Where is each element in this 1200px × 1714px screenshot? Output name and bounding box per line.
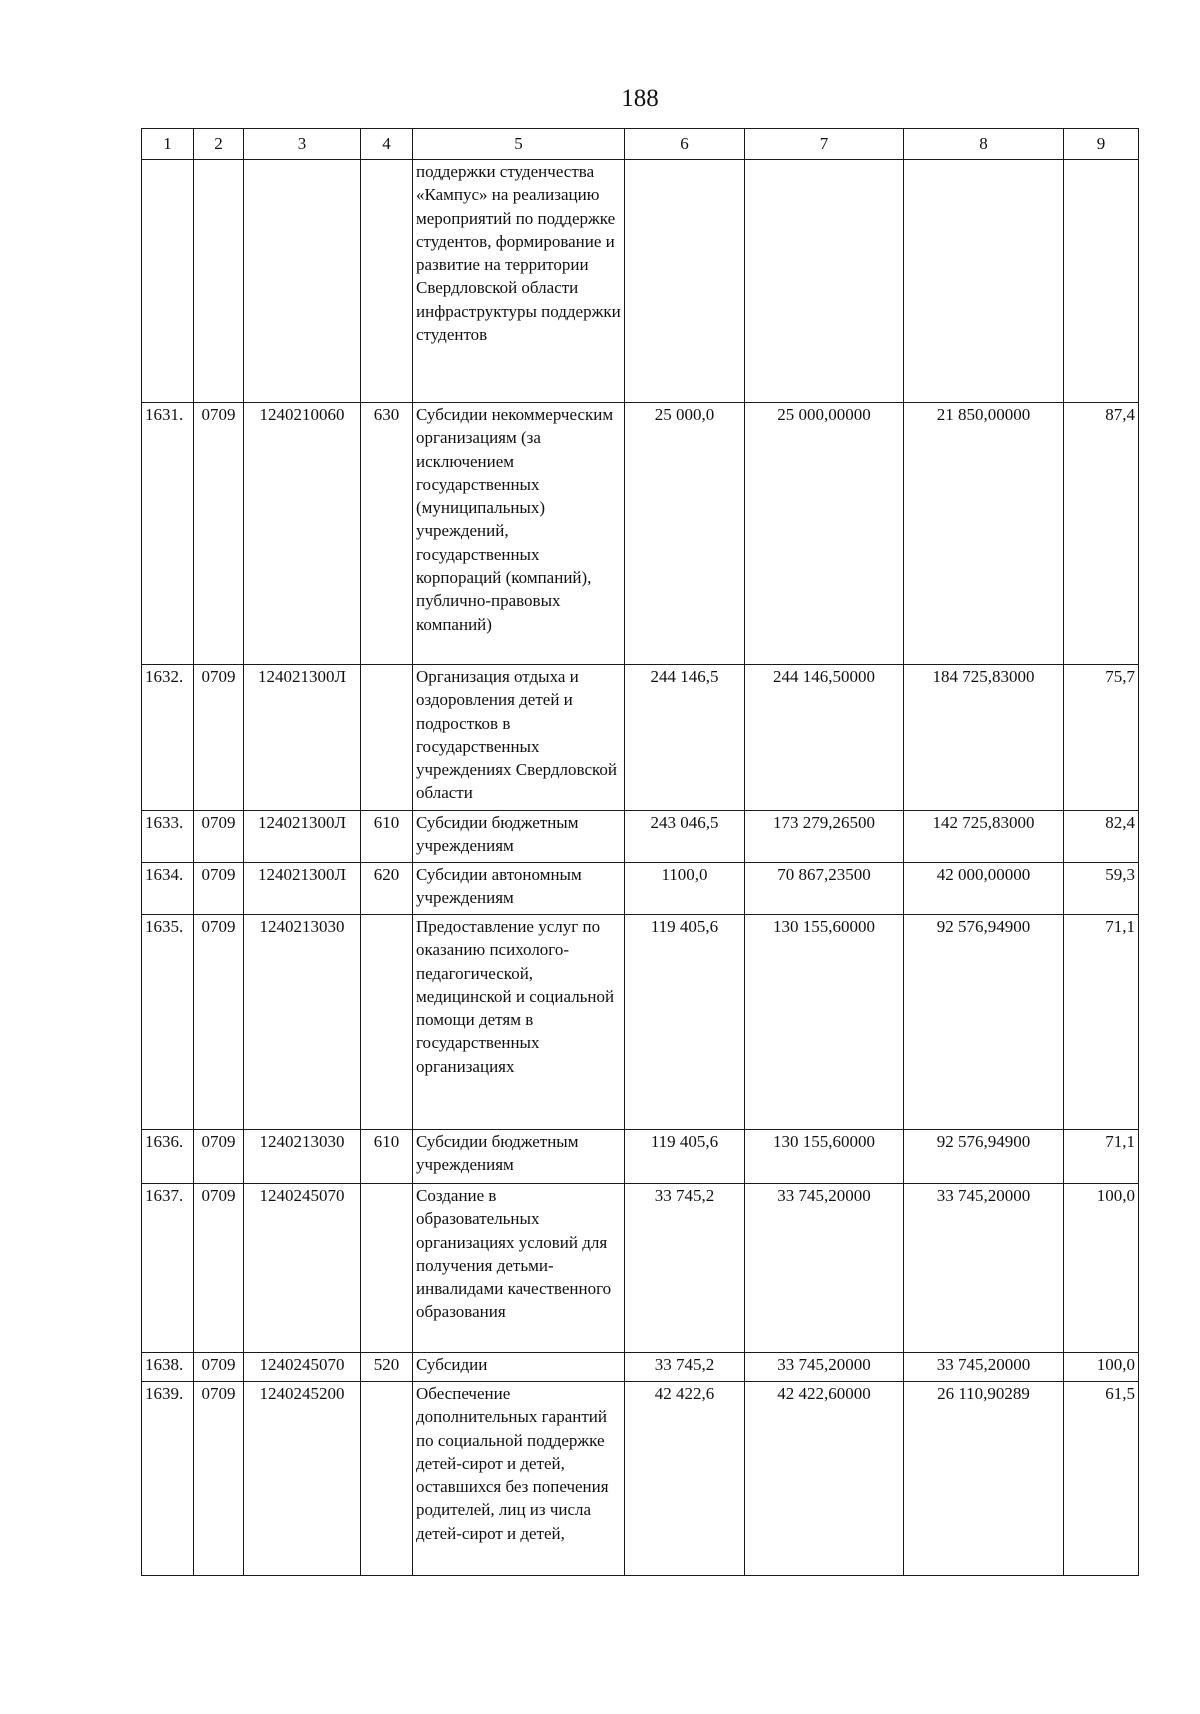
executed-amount: 33 745,20000	[904, 1184, 1064, 1353]
refined-amount: 25 000,00000	[745, 403, 904, 665]
expense-type-code: 610	[361, 1130, 413, 1184]
table-row	[142, 665, 1139, 811]
executed-amount: 21 850,00000	[904, 403, 1064, 665]
executed-amount: 184 725,83000	[904, 665, 1064, 811]
header-cell-8: 8	[904, 129, 1064, 160]
refined-amount: 130 155,60000	[745, 1130, 904, 1184]
row-number: 1639.	[142, 1382, 194, 1576]
section-code: 0709	[194, 403, 244, 665]
item-name: Субсидии бюджетным учреждениям	[413, 811, 625, 863]
budget-table	[141, 128, 1139, 1576]
target-article-code: 124021300Л	[244, 811, 361, 863]
page-number: 188	[621, 85, 659, 112]
refined-amount	[745, 160, 904, 403]
section-code: 0709	[194, 863, 244, 915]
section-code: 0709	[194, 811, 244, 863]
execution-percent: 61,5	[1064, 1382, 1139, 1576]
target-article-code: 1240213030	[244, 915, 361, 1130]
row-number: 1633.	[142, 811, 194, 863]
refined-amount: 33 745,20000	[745, 1353, 904, 1382]
refined-amount: 42 422,60000	[745, 1382, 904, 1576]
execution-percent: 82,4	[1064, 811, 1139, 863]
section-code: 0709	[194, 665, 244, 811]
table-row	[142, 1382, 1139, 1576]
target-article-code: 124021300Л	[244, 863, 361, 915]
item-name: Создание в образовательных организациях условий для получения детьми-инвалидами качественного образования	[413, 1184, 625, 1353]
item-name: Субсидии	[413, 1353, 625, 1382]
row-number: 1638.	[142, 1353, 194, 1382]
item-name: Обеспечение дополнительных гарантий по социальной поддержке детей-сирот и детей, оставшихся без попечения родителей, лиц из числа детей-сирот и детей,	[413, 1382, 625, 1576]
execution-percent: 87,4	[1064, 403, 1139, 665]
expense-type-code: 610	[361, 811, 413, 863]
execution-percent: 75,7	[1064, 665, 1139, 811]
header-cell-4: 4	[361, 129, 413, 160]
execution-percent: 59,3	[1064, 863, 1139, 915]
section-code	[194, 160, 244, 403]
row-number: 1634.	[142, 863, 194, 915]
execution-percent: 100,0	[1064, 1184, 1139, 1353]
approved-amount: 42 422,6	[625, 1382, 745, 1576]
table-row	[142, 915, 1139, 1130]
refined-amount: 33 745,20000	[745, 1184, 904, 1353]
executed-amount: 92 576,94900	[904, 915, 1064, 1130]
approved-amount: 244 146,5	[625, 665, 745, 811]
header-cell-6: 6	[625, 129, 745, 160]
target-article-code: 124021300Л	[244, 665, 361, 811]
item-name: Субсидии некоммерческим организациям (за исключением государственных (муниципальных) учреждений, государственных корпораций (компаний), публично-правовых компаний)	[413, 403, 625, 665]
target-article-code: 1240245070	[244, 1184, 361, 1353]
header-cell-5: 5	[413, 129, 625, 160]
row-number: 1635.	[142, 915, 194, 1130]
section-code: 0709	[194, 1184, 244, 1353]
header-cell-3: 3	[244, 129, 361, 160]
row-number: 1632.	[142, 665, 194, 811]
row-number: 1637.	[142, 1184, 194, 1353]
row-number: 1636.	[142, 1130, 194, 1184]
header-cell-7: 7	[745, 129, 904, 160]
target-article-code	[244, 160, 361, 403]
execution-percent	[1064, 160, 1139, 403]
execution-percent: 71,1	[1064, 1130, 1139, 1184]
expense-type-code	[361, 665, 413, 811]
target-article-code: 1240245200	[244, 1382, 361, 1576]
item-name: Субсидии бюджетным учреждениям	[413, 1130, 625, 1184]
approved-amount: 25 000,0	[625, 403, 745, 665]
executed-amount	[904, 160, 1064, 403]
approved-amount	[625, 160, 745, 403]
refined-amount: 130 155,60000	[745, 915, 904, 1130]
approved-amount: 33 745,2	[625, 1353, 745, 1382]
table-row	[142, 1130, 1139, 1184]
item-name: поддержки студенчества «Кампус» на реализацию мероприятий по поддержке студентов, формирование и развитие на территории Свердловской области инфраструктуры поддержки студентов	[413, 160, 625, 403]
executed-amount: 33 745,20000	[904, 1353, 1064, 1382]
expense-type-code: 620	[361, 863, 413, 915]
target-article-code: 1240213030	[244, 1130, 361, 1184]
row-number: 1631.	[142, 403, 194, 665]
expense-type-code	[361, 160, 413, 403]
item-name: Организация отдыха и оздоровления детей и подростков в государственных учреждениях Свердловской области	[413, 665, 625, 811]
executed-amount: 142 725,83000	[904, 811, 1064, 863]
executed-amount: 42 000,00000	[904, 863, 1064, 915]
target-article-code: 1240245070	[244, 1353, 361, 1382]
table-row	[142, 811, 1139, 863]
header-cell-9: 9	[1064, 129, 1139, 160]
table-row	[142, 403, 1139, 665]
expense-type-code	[361, 1184, 413, 1353]
executed-amount: 26 110,90289	[904, 1382, 1064, 1576]
approved-amount: 33 745,2	[625, 1184, 745, 1353]
table-row	[142, 160, 1139, 403]
header-cell-2: 2	[194, 129, 244, 160]
table-row	[142, 1184, 1139, 1353]
section-code: 0709	[194, 1130, 244, 1184]
expense-type-code	[361, 915, 413, 1130]
refined-amount: 70 867,23500	[745, 863, 904, 915]
execution-percent: 100,0	[1064, 1353, 1139, 1382]
header-row	[142, 129, 1139, 160]
approved-amount: 243 046,5	[625, 811, 745, 863]
item-name: Предоставление услуг по оказанию психолого-педагогической, медицинской и социальной помощи детям в государственных организациях	[413, 915, 625, 1130]
executed-amount: 92 576,94900	[904, 1130, 1064, 1184]
expense-type-code: 630	[361, 403, 413, 665]
section-code: 0709	[194, 915, 244, 1130]
section-code: 0709	[194, 1382, 244, 1576]
approved-amount: 119 405,6	[625, 915, 745, 1130]
target-article-code: 1240210060	[244, 403, 361, 665]
execution-percent: 71,1	[1064, 915, 1139, 1130]
refined-amount: 244 146,50000	[745, 665, 904, 811]
expense-type-code: 520	[361, 1353, 413, 1382]
row-number	[142, 160, 194, 403]
expense-type-code	[361, 1382, 413, 1576]
header-cell-1: 1	[142, 129, 194, 160]
table-row	[142, 863, 1139, 915]
section-code: 0709	[194, 1353, 244, 1382]
approved-amount: 1100,0	[625, 863, 745, 915]
item-name: Субсидии автономным учреждениям	[413, 863, 625, 915]
table-row	[142, 1353, 1139, 1382]
approved-amount: 119 405,6	[625, 1130, 745, 1184]
refined-amount: 173 279,26500	[745, 811, 904, 863]
